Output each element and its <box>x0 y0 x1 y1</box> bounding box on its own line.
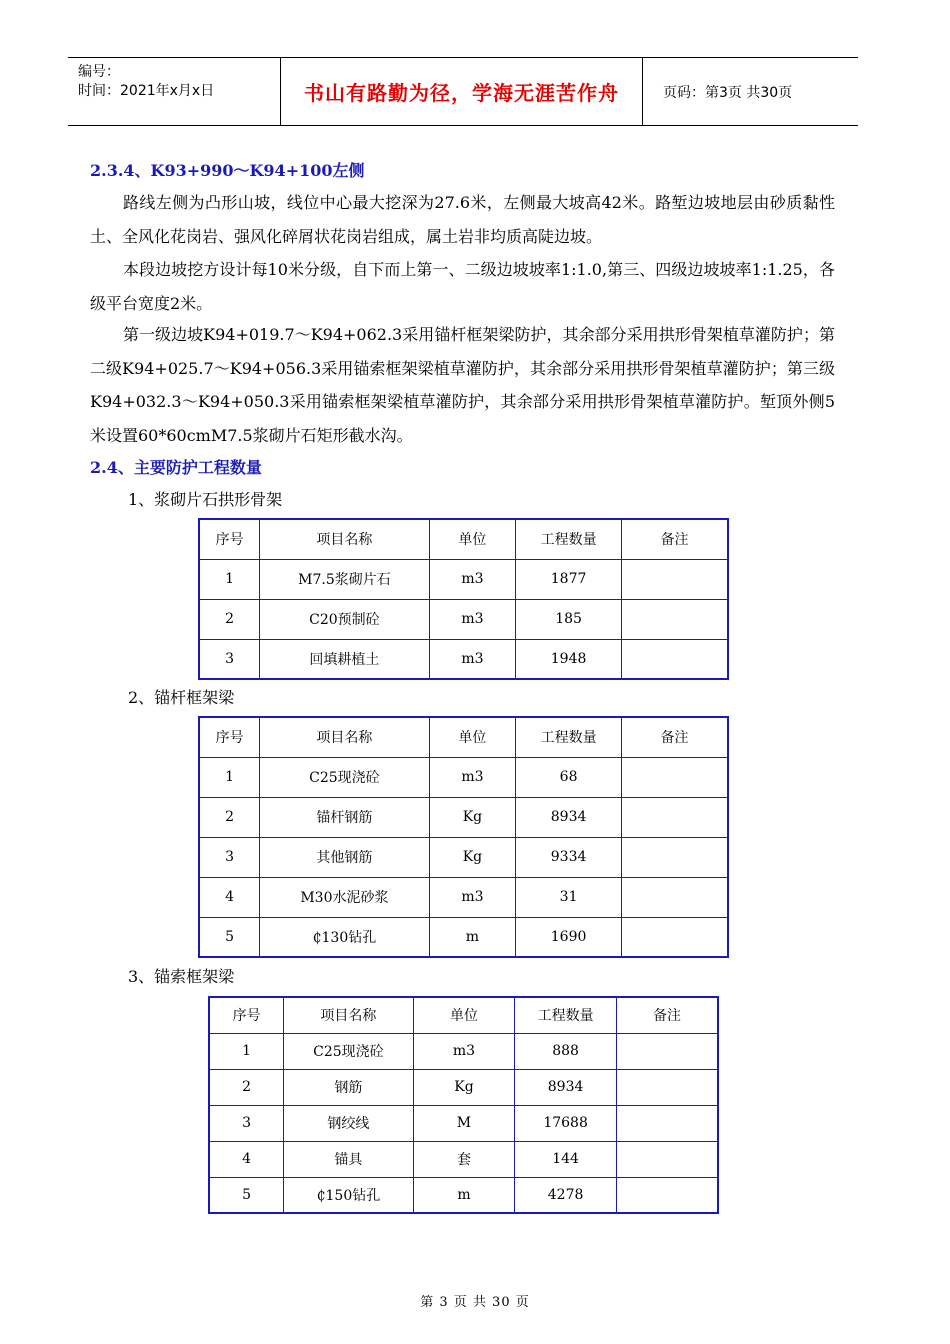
table-row <box>209 1105 718 1141</box>
table-cell: 锚具 <box>284 1141 414 1177</box>
table-cell <box>616 1105 718 1141</box>
table-cell: 3 <box>199 639 260 679</box>
table-cell: 1877 <box>516 559 622 599</box>
table-anchor-rod-frame <box>198 716 729 958</box>
table3-caption: 3、锚索框架梁 <box>128 967 235 986</box>
table-header-row <box>199 519 728 559</box>
table-cell: 185 <box>516 599 622 639</box>
table-cell <box>616 1141 718 1177</box>
table-cell: 144 <box>515 1141 617 1177</box>
table-row <box>209 1069 718 1105</box>
table-cell: 3 <box>209 1105 284 1141</box>
table-cell: m3 <box>429 757 516 797</box>
table-cell: ₵130钻孔 <box>260 917 429 957</box>
table-cell: m3 <box>429 559 516 599</box>
table-cell: M30水泥砂浆 <box>260 877 429 917</box>
page-header <box>68 57 858 126</box>
table-row <box>199 639 728 679</box>
paragraph-1: 路线左侧为凸形山坡，线位中心最大挖深为27.6米，左侧最大坡高42米。路堑边坡地层由砂质黏性土、全风化花岗岩、强风化碎屑状花岗岩组成，属土岩非均质高陡边坡。 <box>90 193 835 246</box>
time-label: 时间：2021年x月x日 <box>78 83 215 99</box>
table-cell: 锚杆钢筋 <box>260 797 429 837</box>
table-cell: m3 <box>413 1033 515 1069</box>
header-cell: 项目名称 <box>260 717 429 757</box>
table-row <box>199 797 728 837</box>
table-cell: 8934 <box>515 1069 617 1105</box>
paragraph-3: 第一级边坡K94+019.7～K94+062.3采用锚杆框架梁防护，其余部分采用拱形骨架植草灌防护；第二级K94+025.7～K94+056.3采用锚索框架梁植草灌防护，其余部分采用拱形骨架植草灌防护；第三级K94+032.3～K94+050.3采用锚索框架梁植草灌防护，其余部分采用拱形骨架植草灌防护。堑顶外侧5米设置60*60cmM7.5浆砌片石矩形截水沟。 <box>90 325 835 445</box>
table-cell: 888 <box>515 1033 617 1069</box>
header-cell: 单位 <box>429 519 516 559</box>
table-cell <box>621 797 728 837</box>
table-cell: 9334 <box>516 837 622 877</box>
table-cell: 4278 <box>515 1177 617 1213</box>
table-cell: ₵150钻孔 <box>284 1177 414 1213</box>
table-cell: 31 <box>516 877 622 917</box>
header-cell: 工程数量 <box>515 997 617 1033</box>
table-row <box>199 757 728 797</box>
table1-caption: 1、浆砌片石拱形骨架 <box>128 490 283 509</box>
table-cell: 68 <box>516 757 622 797</box>
table-cell <box>621 599 728 639</box>
section-title-234: 2.3.4、K93+990～K94+100左侧 <box>90 161 365 180</box>
table-row <box>199 559 728 599</box>
header-cell: 工程数量 <box>516 519 622 559</box>
header-cell: 工程数量 <box>516 717 622 757</box>
table-cell: 3 <box>199 837 260 877</box>
table-cell: m <box>413 1177 515 1213</box>
table-cell: 其他钢筋 <box>260 837 429 877</box>
header-cell: 序号 <box>199 519 260 559</box>
table-cell: 4 <box>209 1141 284 1177</box>
section-title-24: 2.4、主要防护工程数量 <box>90 458 262 477</box>
table-cell <box>616 1033 718 1069</box>
table-cell <box>616 1177 718 1213</box>
header-info-cell <box>68 58 281 125</box>
table-arch-frame <box>198 518 729 680</box>
header-motto: 书山有路勤为径，学海无涯苦作舟 <box>281 58 643 125</box>
header-cell: 单位 <box>413 997 515 1033</box>
table-row <box>209 1141 718 1177</box>
table-cell: C25现浇砼 <box>284 1033 414 1069</box>
code-label: 编号： <box>78 64 120 80</box>
header-cell: 项目名称 <box>284 997 414 1033</box>
table-row <box>209 1033 718 1069</box>
table-cell <box>616 1069 718 1105</box>
table-cell: 2 <box>199 797 260 837</box>
table-row <box>199 877 728 917</box>
table-cell: Kg <box>429 797 516 837</box>
table-row <box>209 1177 718 1213</box>
table-cell: m <box>429 917 516 957</box>
header-page-label <box>653 58 858 125</box>
table-cell <box>621 917 728 957</box>
table-header-row <box>199 717 728 757</box>
table-row <box>199 599 728 639</box>
header-cell: 单位 <box>429 717 516 757</box>
table-cell <box>621 559 728 599</box>
table-anchor-cable-frame <box>208 996 719 1214</box>
table-header-row <box>209 997 718 1033</box>
table-cell <box>621 639 728 679</box>
table-cell <box>621 757 728 797</box>
table-cell: m3 <box>429 599 516 639</box>
header-cell: 序号 <box>199 717 260 757</box>
table-cell <box>621 837 728 877</box>
page-label-text: 页码：第3页 共30页 <box>663 84 793 101</box>
header-cell: 备注 <box>616 997 718 1033</box>
table-cell: 17688 <box>515 1105 617 1141</box>
table2-caption: 2、锚杆框架梁 <box>128 688 235 707</box>
table-cell: M7.5浆砌片石 <box>260 559 429 599</box>
table-cell: 2 <box>199 599 260 639</box>
table-cell: 回填耕植土 <box>260 639 429 679</box>
table-cell: m3 <box>429 639 516 679</box>
table-cell: 2 <box>209 1069 284 1105</box>
header-cell: 项目名称 <box>260 519 429 559</box>
page-footer: 第 3 页 共 30 页 <box>420 1295 530 1310</box>
table-row <box>199 837 728 877</box>
paragraph-2: 本段边坡挖方设计每10米分级，自下而上第一、二级边坡坡率1:1.0,第三、四级边坡坡率1:1.25，各级平台宽度2米。 <box>90 260 835 313</box>
table-cell: M <box>413 1105 515 1141</box>
table-cell: 钢筋 <box>284 1069 414 1105</box>
table-cell: 5 <box>209 1177 284 1213</box>
table-cell: 钢绞线 <box>284 1105 414 1141</box>
table-row <box>199 917 728 957</box>
table-cell: C25现浇砼 <box>260 757 429 797</box>
table-cell: 8934 <box>516 797 622 837</box>
table-cell: C20预制砼 <box>260 599 429 639</box>
table-cell: 1 <box>199 757 260 797</box>
table-cell: 5 <box>199 917 260 957</box>
header-cell: 序号 <box>209 997 284 1033</box>
table-cell: 1690 <box>516 917 622 957</box>
table-cell: 1 <box>199 559 260 599</box>
table-cell: 4 <box>199 877 260 917</box>
table-cell: Kg <box>429 837 516 877</box>
table-cell: m3 <box>429 877 516 917</box>
table-cell <box>621 877 728 917</box>
header-cell: 备注 <box>621 717 728 757</box>
table-cell: Kg <box>413 1069 515 1105</box>
table-cell: 1 <box>209 1033 284 1069</box>
table-cell: 1948 <box>516 639 622 679</box>
header-cell: 备注 <box>621 519 728 559</box>
table-cell: 套 <box>413 1141 515 1177</box>
